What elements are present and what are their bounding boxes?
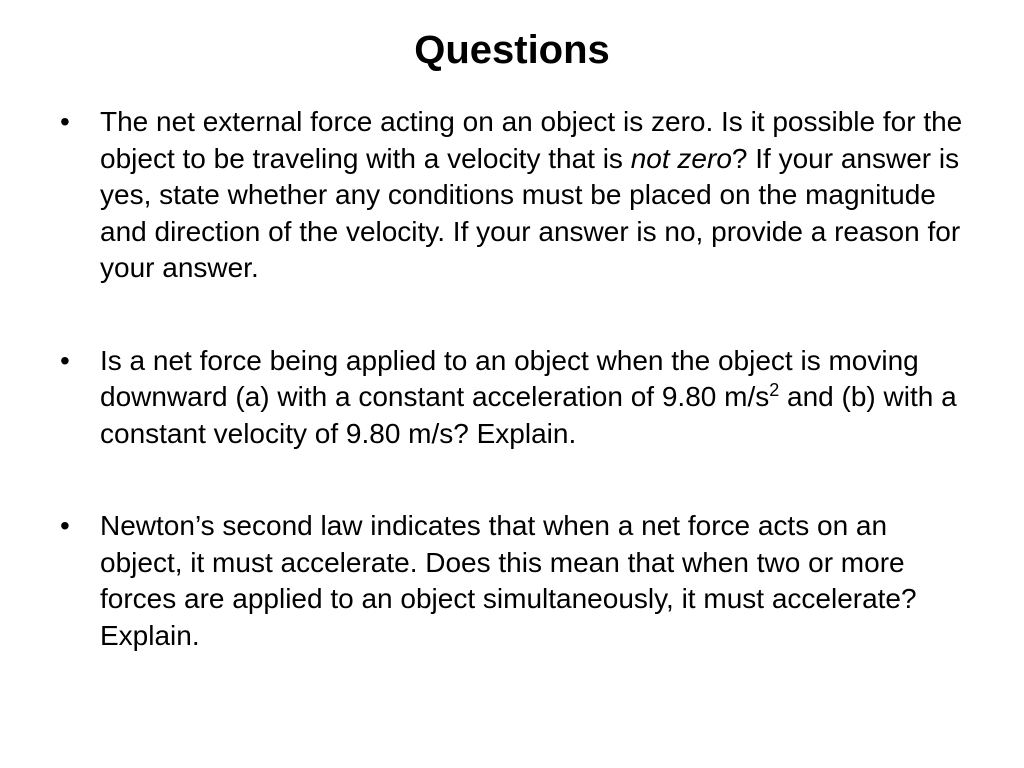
question-list [56,104,976,654]
question-text: Newton’s second law indicates that when a net force acts on an object, it must accelerate. Does this mean that when two or more forces are applied to an object simultaneously, it must accelerate? Explain. [100,510,917,651]
superscript-exponent: 2 [769,380,780,400]
question-text-part: and (b) with a constant velocity of 9.80 m/s? Explain. [100,381,957,449]
question-item-2 [56,343,976,453]
question-text-part: The net external force acting on an object is zero. Is it possible for the object to be traveling with a velocity that is [100,106,963,174]
question-text [100,106,962,283]
bullet-icon: • [60,344,70,376]
question-text [100,345,957,449]
question-text-part: ? If your answer is yes, state whether any conditions must be placed on the magnitude and direction of the velocity. If your answer is no, provide a reason for your answer. [100,142,961,283]
bullet-icon: • [60,510,70,541]
slide-title: Questions [414,28,610,72]
bullet-icon: • [60,106,70,137]
question-text-part: Is a net force being applied to an object when the object is moving downward (a) with a constant acceleration of 9.80 m/s [100,344,919,412]
question-item-3 [56,508,976,654]
question-item-1 [56,104,976,287]
emphasis-text: not zero [630,142,732,174]
